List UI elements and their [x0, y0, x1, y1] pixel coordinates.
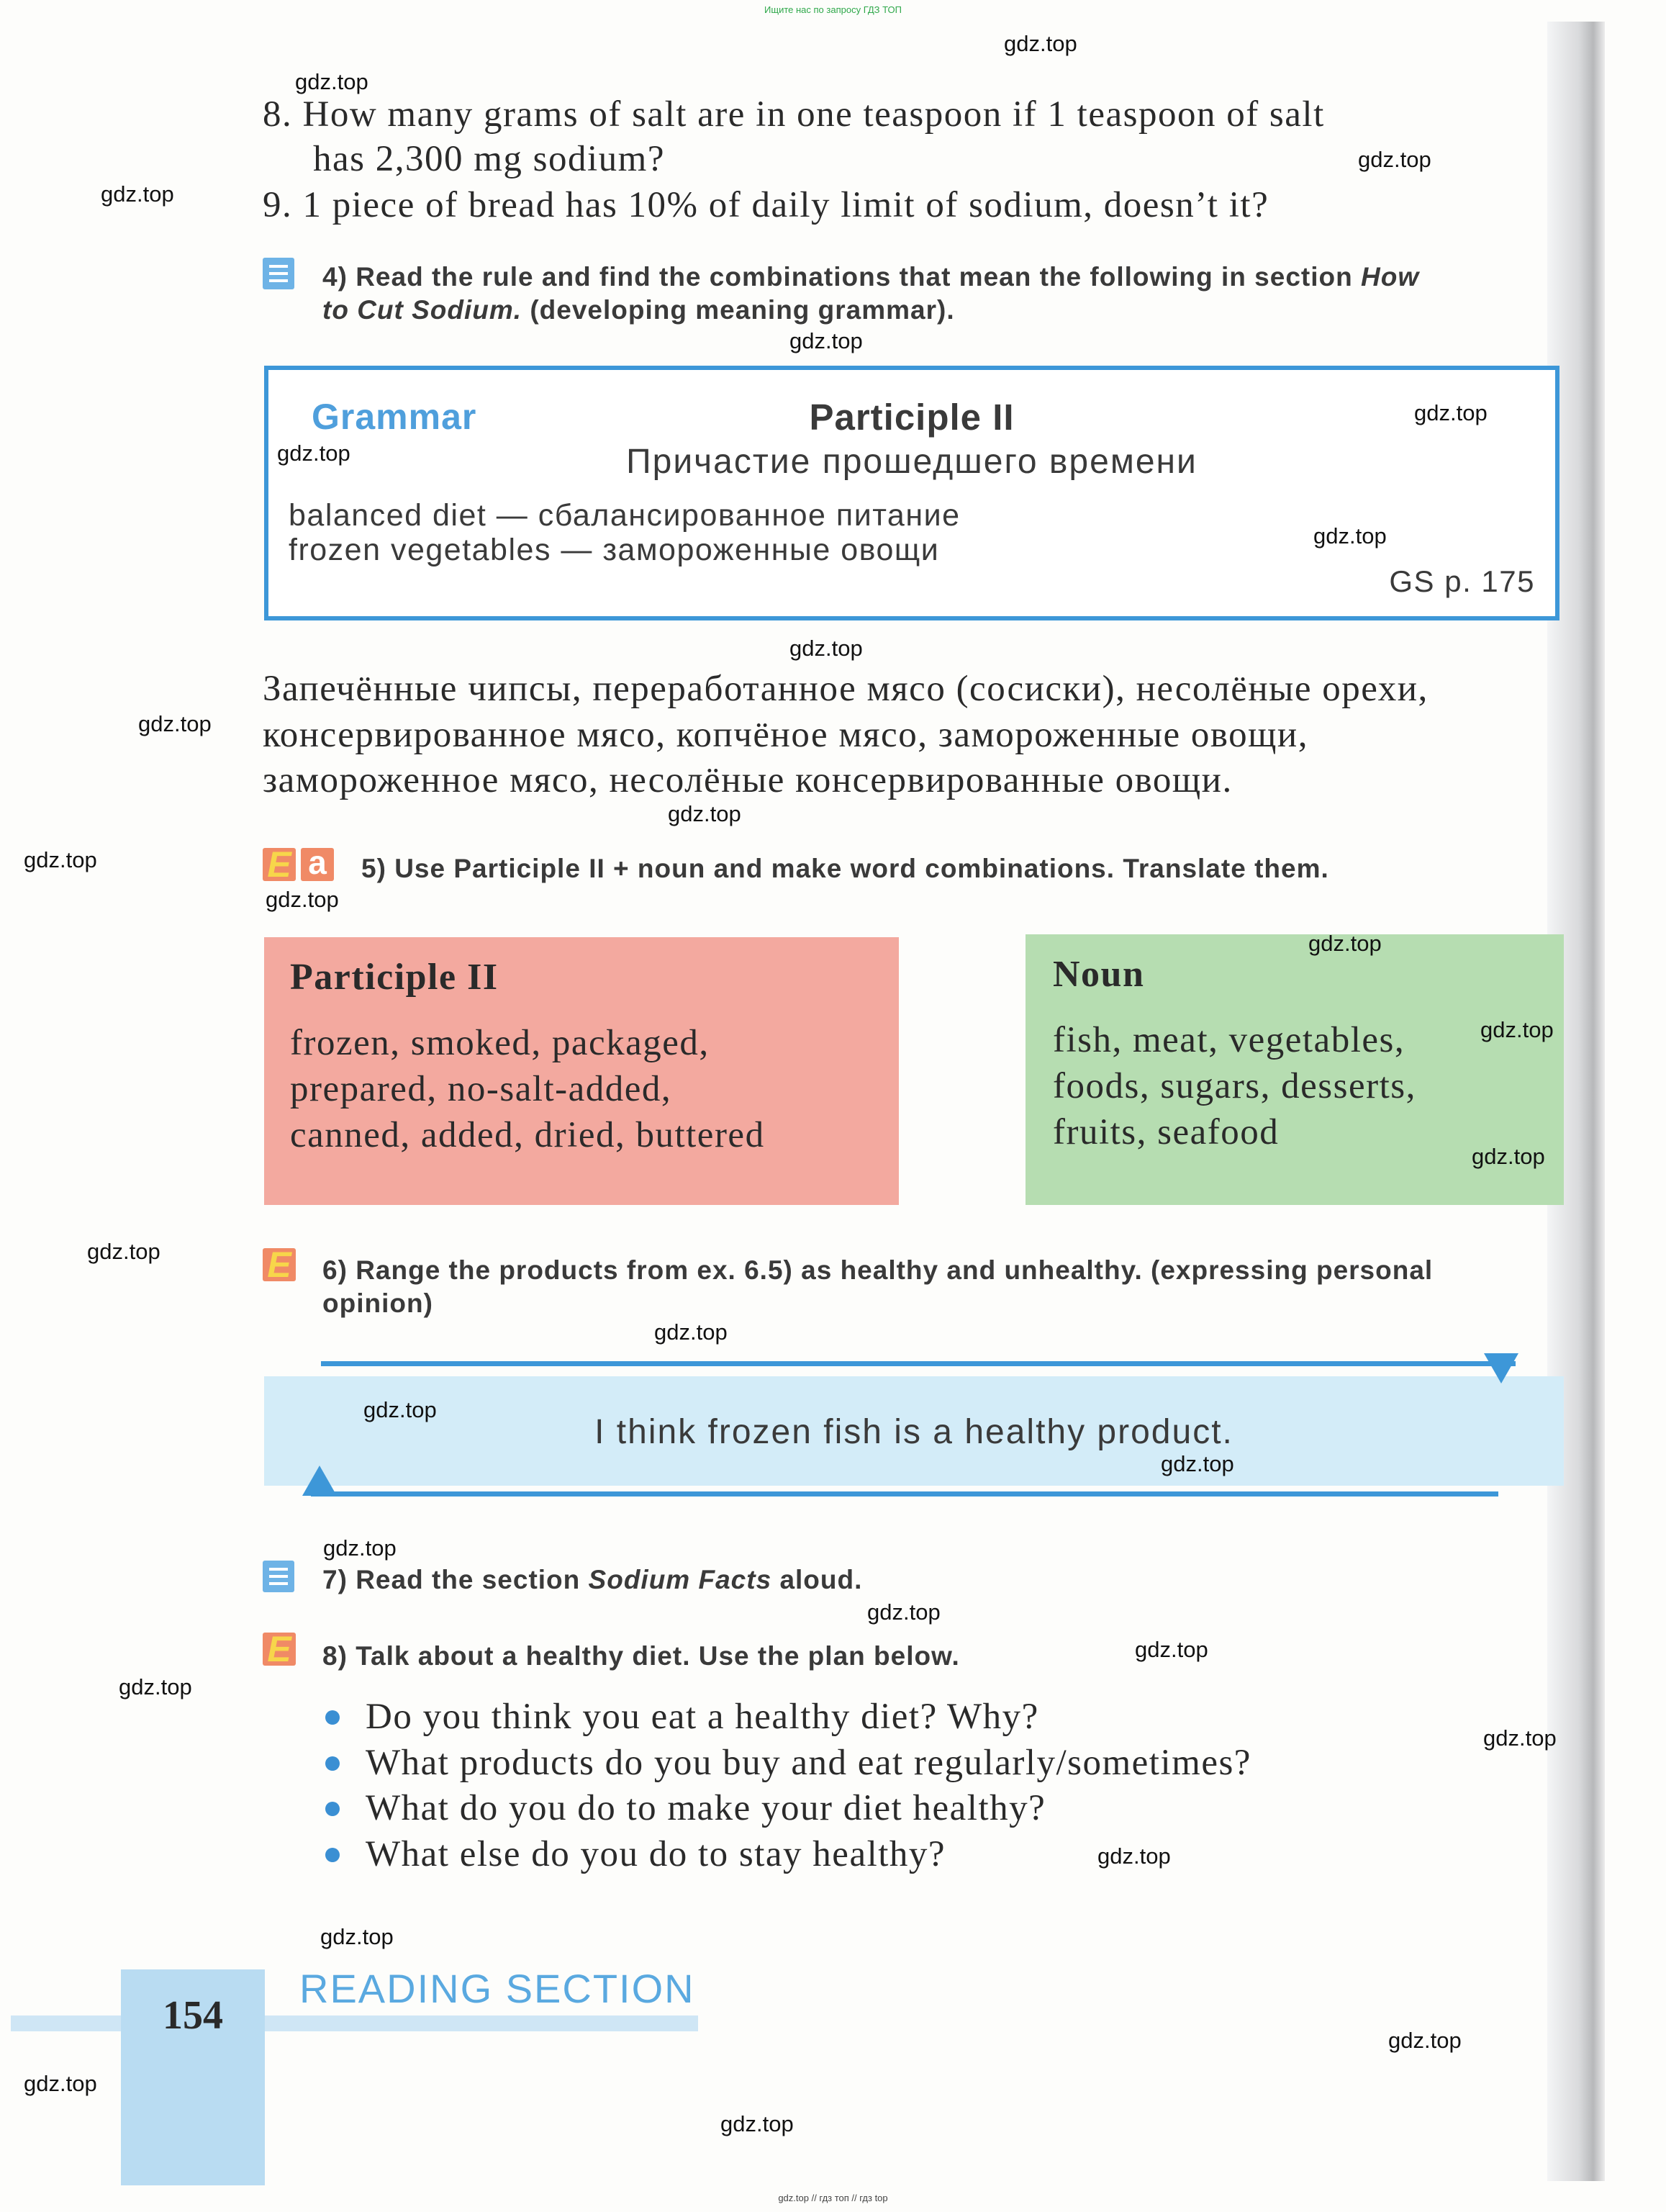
grammar-example-1: balanced diet — сбалансированное питание	[289, 498, 961, 533]
watermark: gdz.top	[119, 1674, 192, 1699]
task-8-instruction: 8) Talk about a healthy diet. Use the plan below.	[322, 1641, 960, 1671]
watermark: gdz.top	[1161, 1451, 1234, 1476]
watermark: gdz.top	[1308, 931, 1382, 956]
watermark: gdz.top	[1388, 2028, 1462, 2053]
russian-text-line3: замороженное мясо, несолёные консервированные овощи.	[263, 760, 1233, 800]
participle-heading: Participle II	[290, 957, 499, 998]
watermark: gdz.top	[789, 328, 863, 353]
watermark: gdz.top	[1472, 1144, 1545, 1169]
watermark: gdz.top	[1414, 400, 1488, 425]
russian-text-line2: консервированное мясо, копчёное мясо, замороженные овощи,	[263, 715, 1308, 755]
top-note: Ищите нас по запросу ГДЗ ТОП	[764, 4, 902, 15]
footer-stripe	[11, 2015, 698, 2031]
watermark: gdz.top	[668, 801, 741, 826]
participle-line1: frozen, smoked, packaged,	[290, 1023, 710, 1063]
participle-line2: prepared, no-salt-added,	[290, 1069, 672, 1109]
watermark: gdz.top	[138, 711, 212, 736]
task-6-line2: opinion)	[322, 1288, 433, 1318]
banner-top-line	[321, 1361, 1516, 1366]
plan-item-4: What else do you do to stay healthy?	[366, 1834, 946, 1874]
noun-line2: foods, sugars, desserts,	[1053, 1066, 1416, 1106]
reading-task-icon	[263, 258, 294, 289]
watermark: gdz.top	[1483, 1725, 1557, 1751]
bullet-icon	[325, 1802, 340, 1816]
task-5-instruction: 5) Use Participle II + noun and make word combinations. Translate them.	[361, 854, 1329, 883]
noun-line3: fruits, seafood	[1053, 1112, 1280, 1152]
question-8-line1: 8. How many grams of salt are in one teaspoon if 1 teaspoon of salt	[263, 94, 1325, 135]
participle-line3: canned, added, dried, buttered	[290, 1115, 765, 1155]
noun-line1: fish, meat, vegetables,	[1053, 1020, 1405, 1060]
task-4-line1: 4) Read the rule and find the combinations that mean the following in section How	[322, 262, 1420, 292]
noun-heading: Noun	[1053, 954, 1145, 995]
page-number: 154	[163, 1993, 223, 2038]
watermark: gdz.top	[363, 1397, 437, 1422]
task-7-instruction: 7) Read the section Sodium Facts aloud.	[322, 1565, 863, 1594]
bottom-note: gdz.top // гдз топ // гдз top	[778, 2193, 888, 2203]
watermark: gdz.top	[101, 181, 174, 207]
watermark: gdz.top	[1313, 523, 1387, 549]
watermark: gdz.top	[87, 1239, 160, 1264]
grammar-example-2: frozen vegetables — замороженные овощи	[289, 533, 940, 567]
watermark: gdz.top	[1097, 1843, 1171, 1869]
watermark: gdz.top	[1480, 1017, 1554, 1042]
exercise-e-icon: E	[263, 848, 296, 881]
watermark: gdz.top	[654, 1319, 728, 1345]
russian-text-line1: Запечённые чипсы, переработанное мясо (сосиски), несолёные орехи,	[263, 669, 1429, 709]
watermark: gdz.top	[789, 636, 863, 661]
task-6-line1: 6) Range the products from ex. 6.5) as healthy and unhealthy. (expressing personal	[322, 1255, 1434, 1285]
bullet-icon	[325, 1756, 340, 1771]
plan-item-2: What products do you buy and eat regularly/sometimes?	[366, 1743, 1251, 1783]
banner-arrow-up-icon	[302, 1466, 337, 1499]
watermark: gdz.top	[320, 1924, 394, 1949]
participle-box	[264, 937, 899, 1205]
watermark: gdz.top	[1004, 31, 1077, 56]
example-sentence: I think frozen fish is a healthy product.	[594, 1413, 1233, 1451]
grammar-box	[264, 366, 1559, 620]
plan-item-1: Do you think you eat a healthy diet? Why?	[366, 1697, 1039, 1737]
watermark: gdz.top	[277, 441, 350, 466]
watermark: gdz.top	[1358, 147, 1431, 172]
grammar-subtitle: Причастие прошедшего времени	[626, 443, 1198, 481]
watermark: gdz.top	[720, 2111, 794, 2136]
reading-task-icon-7	[263, 1561, 294, 1592]
banner-arrow-down-icon	[1484, 1353, 1518, 1388]
grammar-reference: GS p. 175	[1389, 564, 1535, 598]
question-8-line2: has 2,300 mg sodium?	[313, 139, 665, 179]
watermark: gdz.top	[295, 69, 368, 94]
bullet-icon	[325, 1710, 340, 1725]
question-9: 9. 1 piece of bread has 10% of daily limit of sodium, doesn’t it?	[263, 185, 1269, 225]
watermark: gdz.top	[24, 847, 97, 872]
banner-bottom-line	[311, 1491, 1498, 1497]
grammar-label: Grammar	[312, 397, 477, 437]
watermark: gdz.top	[323, 1535, 397, 1561]
watermark: gdz.top	[266, 887, 339, 912]
exercise-e-icon-8: E	[263, 1633, 296, 1666]
section-title: READING SECTION	[299, 1966, 695, 2011]
exercise-e-icon-6: E	[263, 1248, 296, 1281]
watermark: gdz.top	[1135, 1637, 1208, 1662]
plan-item-3: What do you do to make your diet healthy?	[366, 1788, 1046, 1828]
watermark: gdz.top	[867, 1599, 941, 1625]
bullet-icon	[325, 1848, 340, 1862]
task-4-line2: to Cut Sodium. (developing meaning grammar).	[322, 295, 955, 325]
exercise-a-icon: a	[301, 848, 334, 881]
grammar-title: Participle II	[809, 397, 1015, 438]
watermark: gdz.top	[24, 2071, 97, 2096]
